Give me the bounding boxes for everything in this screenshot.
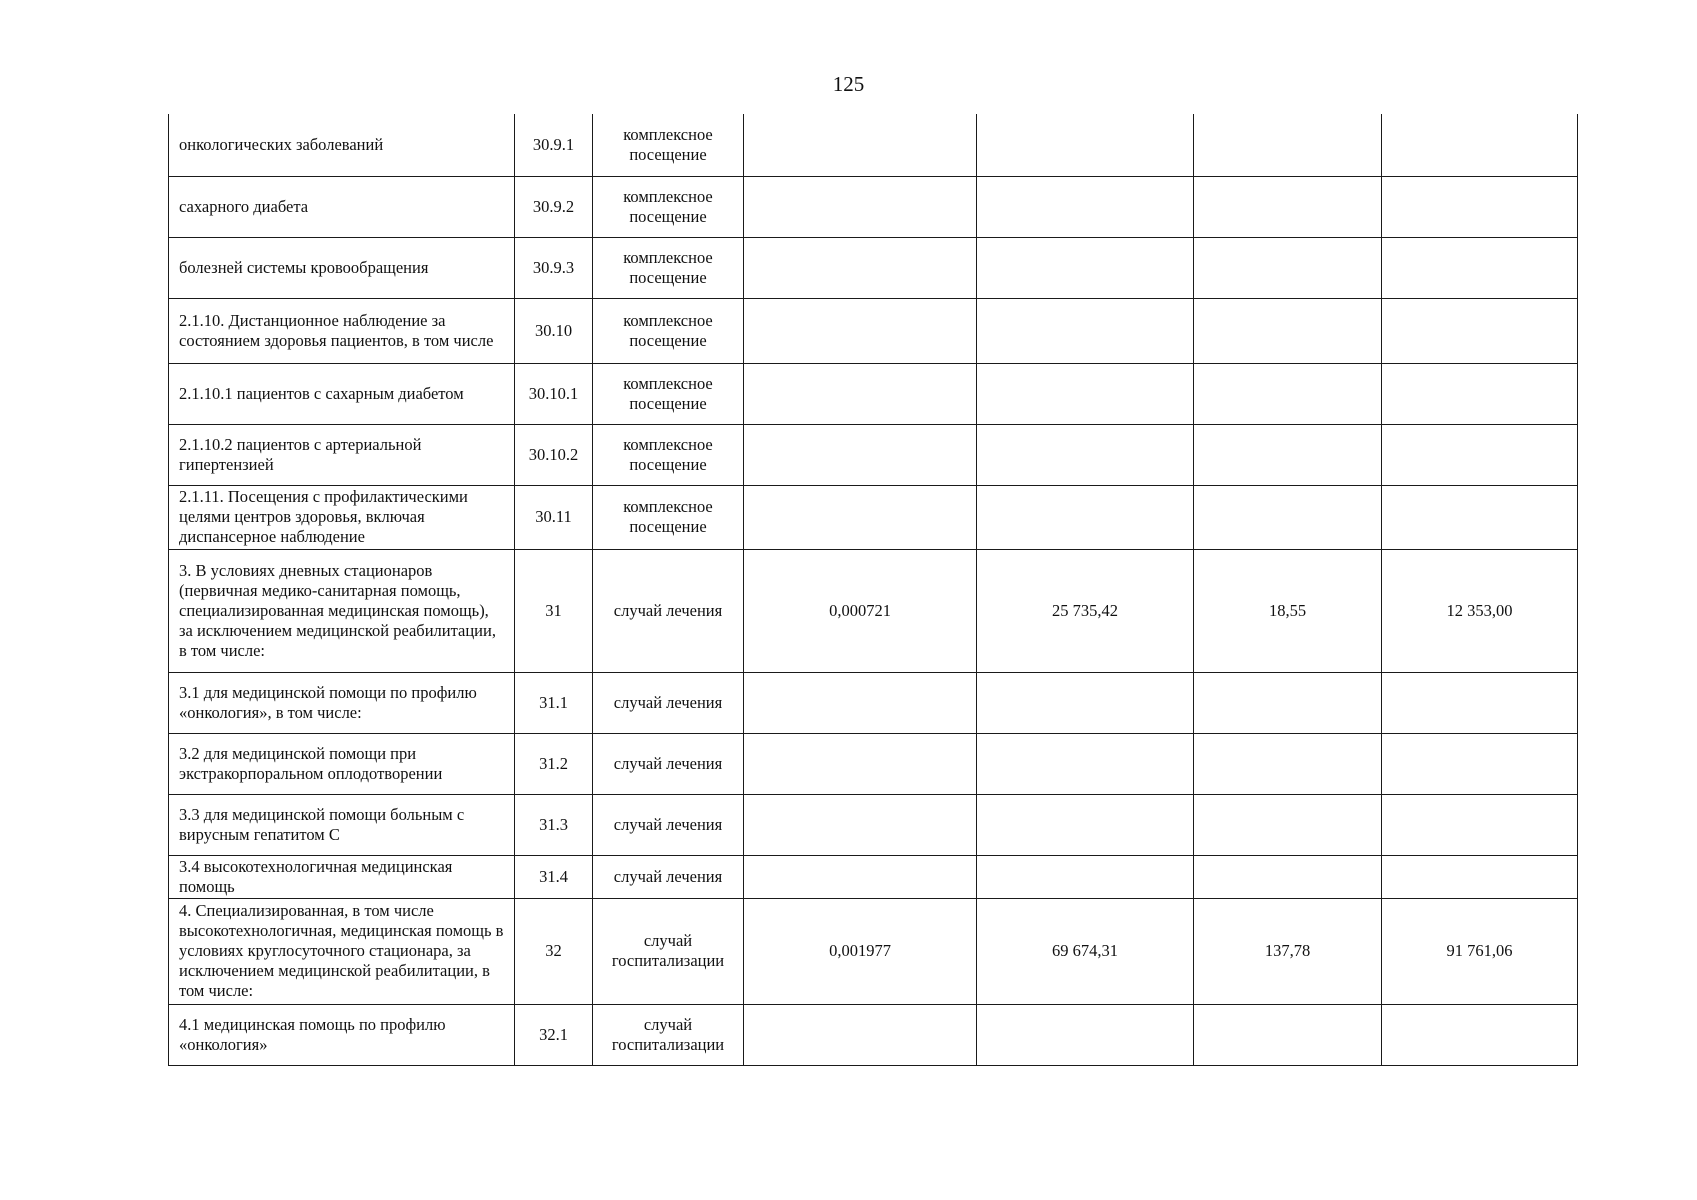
row-code-cell: 31.4 (515, 855, 593, 898)
table-body (169, 114, 1578, 1065)
row-per-capita-1-cell (1194, 733, 1382, 794)
row-cost-cell (977, 363, 1194, 424)
row-per-capita-1-cell (1194, 1004, 1382, 1065)
table-row (169, 1004, 1578, 1065)
row-per-capita-1-cell (1194, 672, 1382, 733)
row-name-cell: 4.1 медицинская помощь по профилю «онкология» (169, 1004, 515, 1065)
row-norm-cell (744, 794, 977, 855)
row-per-capita-1-cell: 137,78 (1194, 898, 1382, 1004)
row-per-capita-1-cell (1194, 424, 1382, 485)
row-per-capita-1-cell (1194, 794, 1382, 855)
row-unit-cell: комплексное посещение (593, 176, 744, 237)
row-unit-cell: случай госпитализации (593, 898, 744, 1004)
row-code-cell: 30.11 (515, 485, 593, 549)
row-code-cell: 31.2 (515, 733, 593, 794)
row-norm-cell (744, 1004, 977, 1065)
row-per-capita-1-cell (1194, 176, 1382, 237)
row-norm-cell (744, 298, 977, 363)
row-code-cell: 32.1 (515, 1004, 593, 1065)
row-per-capita-2-cell: 91 761,06 (1382, 898, 1578, 1004)
row-name-cell: онкологических заболеваний (169, 114, 515, 176)
table-row (169, 298, 1578, 363)
row-per-capita-2-cell (1382, 176, 1578, 237)
row-code-cell: 31.3 (515, 794, 593, 855)
row-name-cell: 2.1.11. Посещения с профилактическими целями центров здоровья, включая диспансерное наблюдение (169, 485, 515, 549)
row-cost-cell (977, 176, 1194, 237)
row-norm-cell (744, 176, 977, 237)
table-row (169, 176, 1578, 237)
row-cost-cell (977, 485, 1194, 549)
row-norm-cell (744, 424, 977, 485)
row-per-capita-2-cell (1382, 855, 1578, 898)
row-cost-cell (977, 237, 1194, 298)
row-code-cell: 30.9.2 (515, 176, 593, 237)
row-code-cell: 30.9.1 (515, 114, 593, 176)
row-cost-cell: 25 735,42 (977, 549, 1194, 672)
row-name-cell: 3.3 для медицинской помощи больным с вирусным гепатитом С (169, 794, 515, 855)
row-unit-cell: комплексное посещение (593, 485, 744, 549)
row-cost-cell (977, 424, 1194, 485)
row-per-capita-2-cell (1382, 1004, 1578, 1065)
row-name-cell: 2.1.10. Дистанционное наблюдение за состоянием здоровья пациентов, в том числе (169, 298, 515, 363)
row-unit-cell: комплексное посещение (593, 114, 744, 176)
row-per-capita-1-cell (1194, 298, 1382, 363)
row-unit-cell: комплексное посещение (593, 424, 744, 485)
row-cost-cell (977, 114, 1194, 176)
table-row (169, 424, 1578, 485)
row-cost-cell (977, 672, 1194, 733)
page-number: 125 (832, 72, 865, 96)
row-norm-cell: 0,001977 (744, 898, 977, 1004)
row-norm-cell (744, 485, 977, 549)
row-unit-cell: комплексное посещение (593, 298, 744, 363)
row-per-capita-1-cell (1194, 485, 1382, 549)
table-row (169, 794, 1578, 855)
row-code-cell: 30.10.1 (515, 363, 593, 424)
row-per-capita-2-cell: 12 353,00 (1382, 549, 1578, 672)
row-unit-cell: случай лечения (593, 794, 744, 855)
row-norm-cell (744, 733, 977, 794)
row-name-cell: 2.1.10.2 пациентов с артериальной гипертензией (169, 424, 515, 485)
row-per-capita-2-cell (1382, 363, 1578, 424)
row-name-cell: 3.2 для медицинской помощи при экстракорпоральном оплодотворении (169, 733, 515, 794)
table-row (169, 237, 1578, 298)
row-norm-cell (744, 855, 977, 898)
row-name-cell: 4. Специализированная, в том числе высокотехнологичная, медицинская помощь в условиях круглосуточного стационара, за исключением медицинской реабилитации, в том числе: (169, 898, 515, 1004)
row-norm-cell: 0,000721 (744, 549, 977, 672)
row-per-capita-1-cell: 18,55 (1194, 549, 1382, 672)
row-per-capita-1-cell (1194, 114, 1382, 176)
row-per-capita-2-cell (1382, 237, 1578, 298)
row-per-capita-1-cell (1194, 363, 1382, 424)
row-name-cell: 3.4 высокотехнологичная медицинская помощь (169, 855, 515, 898)
row-code-cell: 32 (515, 898, 593, 1004)
row-unit-cell: случай лечения (593, 733, 744, 794)
row-unit-cell: случай лечения (593, 549, 744, 672)
row-code-cell: 30.10.2 (515, 424, 593, 485)
row-per-capita-2-cell (1382, 733, 1578, 794)
table-row (169, 549, 1578, 672)
row-code-cell: 30.10 (515, 298, 593, 363)
row-name-cell: 3.1 для медицинской помощи по профилю «онкология», в том числе: (169, 672, 515, 733)
table-row (169, 485, 1578, 549)
table-row (169, 672, 1578, 733)
row-unit-cell: случай лечения (593, 855, 744, 898)
row-name-cell: болезней системы кровообращения (169, 237, 515, 298)
table-row (169, 114, 1578, 176)
row-code-cell: 30.9.3 (515, 237, 593, 298)
row-per-capita-2-cell (1382, 672, 1578, 733)
row-name-cell: 3. В условиях дневных стационаров (первичная медико-санитарная помощь, специализированная медицинская помощь), за исключением медицинской реабилитации, в том числе: (169, 549, 515, 672)
row-code-cell: 31.1 (515, 672, 593, 733)
table-row (169, 733, 1578, 794)
table-row (169, 363, 1578, 424)
row-unit-cell: случай лечения (593, 672, 744, 733)
row-name-cell: 2.1.10.1 пациентов с сахарным диабетом (169, 363, 515, 424)
table-row (169, 898, 1578, 1004)
row-cost-cell (977, 855, 1194, 898)
row-per-capita-2-cell (1382, 298, 1578, 363)
data-table (168, 114, 1578, 1066)
row-per-capita-2-cell (1382, 485, 1578, 549)
row-unit-cell: комплексное посещение (593, 237, 744, 298)
row-norm-cell (744, 672, 977, 733)
row-norm-cell (744, 237, 977, 298)
row-name-cell: сахарного диабета (169, 176, 515, 237)
row-per-capita-2-cell (1382, 114, 1578, 176)
row-cost-cell: 69 674,31 (977, 898, 1194, 1004)
row-norm-cell (744, 363, 977, 424)
row-per-capita-2-cell (1382, 794, 1578, 855)
row-norm-cell (744, 114, 977, 176)
row-per-capita-1-cell (1194, 855, 1382, 898)
table-row (169, 855, 1578, 898)
row-per-capita-1-cell (1194, 237, 1382, 298)
row-unit-cell: случай госпитализации (593, 1004, 744, 1065)
row-cost-cell (977, 733, 1194, 794)
row-per-capita-2-cell (1382, 424, 1578, 485)
row-cost-cell (977, 298, 1194, 363)
row-cost-cell (977, 1004, 1194, 1065)
row-code-cell: 31 (515, 549, 593, 672)
row-unit-cell: комплексное посещение (593, 363, 744, 424)
row-cost-cell (977, 794, 1194, 855)
